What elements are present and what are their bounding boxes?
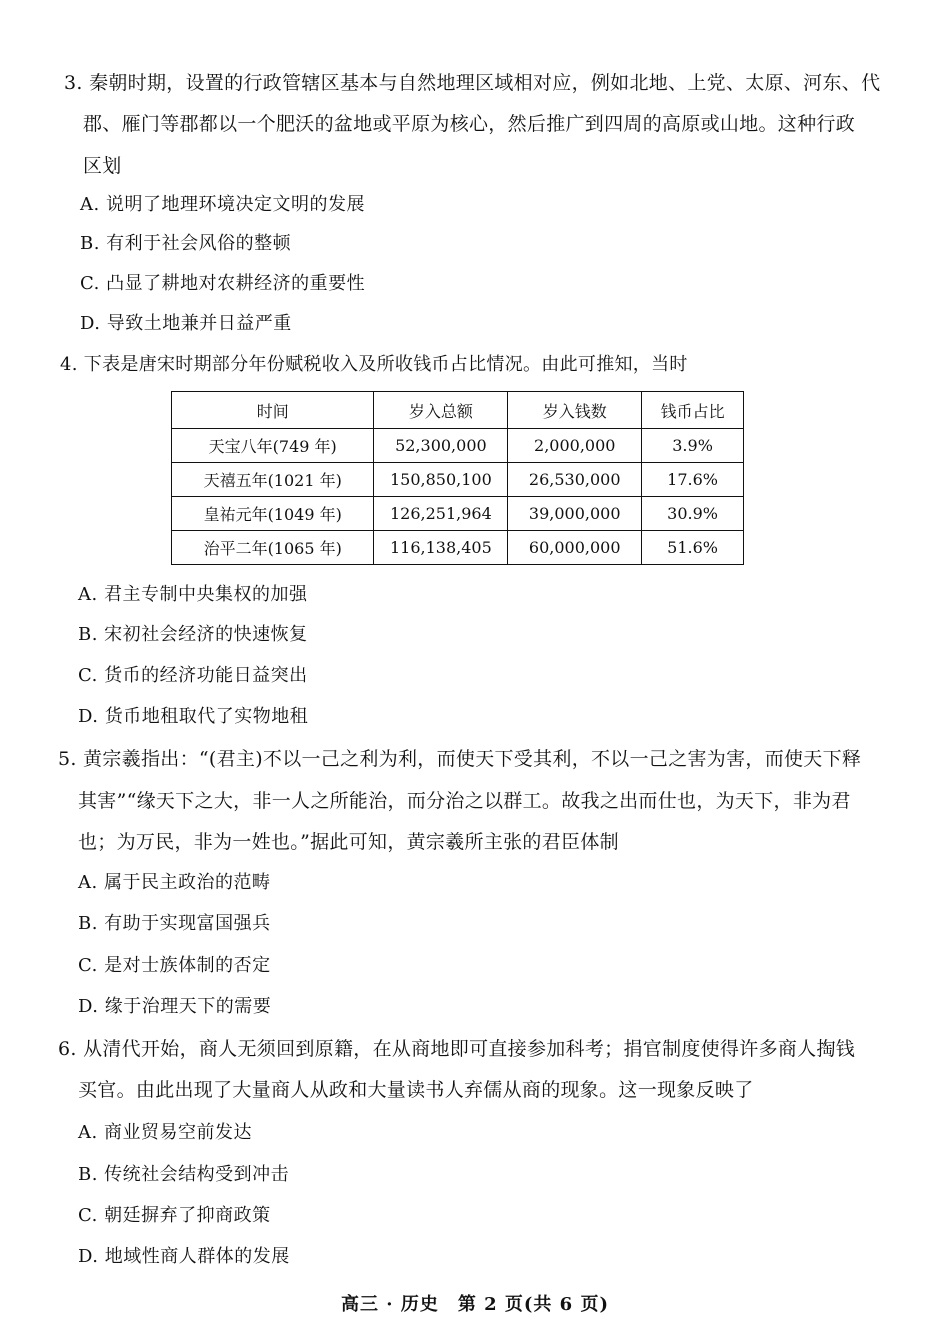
table-row: [172, 497, 744, 531]
table-cell: 皇祐元年(1049 年): [172, 497, 374, 531]
table-header-row: [172, 392, 744, 429]
q5-option-a: A. 属于民主政治的范畴: [78, 872, 271, 893]
table-cell: 17.6%: [642, 463, 744, 497]
q3-stem-line-1: 3. 秦朝时期，设置的行政管辖区基本与自然地理区域相对应，例如北地、上党、太原、河东、代: [64, 72, 881, 94]
q4-option-b: B. 宋初社会经济的快速恢复: [78, 624, 308, 645]
q6-option-b: B. 传统社会结构受到冲击: [78, 1164, 290, 1185]
q4-stem: 4. 下表是唐宋时期部分年份赋税收入及所收钱币占比情况。由此可推知，当时: [60, 354, 688, 375]
q5-stem-line-2: 其害”“缘天下之大，非一人之所能治，而分治之以群工。故我之出而仕也，为天下，非为君: [78, 790, 851, 812]
q3-option-b: B. 有利于社会风俗的整顿: [80, 233, 292, 254]
table-row: [172, 429, 744, 463]
table-header-cell: 钱币占比: [642, 392, 744, 429]
q4-option-d: D. 货币地租取代了实物地租: [78, 706, 309, 727]
q6-option-a: A. 商业贸易空前发达: [78, 1122, 252, 1143]
table-cell: 52,300,000: [374, 429, 508, 463]
q3-option-a: A. 说明了地理环境决定文明的发展: [80, 194, 365, 215]
table-cell: 51.6%: [642, 531, 744, 565]
q5-option-b: B. 有助于实现富国强兵: [78, 913, 271, 934]
table-row: [172, 463, 744, 497]
q6-stem-line-1: 6. 从清代开始，商人无须回到原籍，在从商地即可直接参加科考；捐官制度使得许多商人掏钱: [58, 1038, 856, 1060]
table-header-cell: 岁入总额: [374, 392, 508, 429]
q5-option-d: D. 缘于治理天下的需要: [78, 996, 272, 1017]
q6-option-c: C. 朝廷摒弃了抑商政策: [78, 1205, 271, 1226]
q5-stem-line-1: 5. 黄宗羲指出：“(君主)不以一己之利为利，而使天下受其利，不以一己之害为害，而使天下释: [58, 748, 862, 770]
q5-stem-line-3: 也；为万民，非为一姓也。”据此可知，黄宗羲所主张的君臣体制: [78, 831, 619, 853]
table-cell: 天禧五年(1021 年): [172, 463, 374, 497]
table-header-cell: 岁入钱数: [508, 392, 642, 429]
table-cell: 30.9%: [642, 497, 744, 531]
table-cell: 2,000,000: [508, 429, 642, 463]
q3-option-d: D. 导致土地兼并日益严重: [80, 313, 292, 334]
table-cell: 60,000,000: [508, 531, 642, 565]
table-cell: 3.9%: [642, 429, 744, 463]
table-cell: 116,138,405: [374, 531, 508, 565]
table-cell: 39,000,000: [508, 497, 642, 531]
q5-option-c: C. 是对士族体制的否定: [78, 955, 271, 976]
table-cell: 126,251,964: [374, 497, 508, 531]
table-row: [172, 531, 744, 565]
table-cell: 26,530,000: [508, 463, 642, 497]
q6-option-d: D. 地域性商人群体的发展: [78, 1246, 290, 1267]
tax-revenue-table: [171, 391, 744, 565]
q3-stem-line-2: 郡、雁门等郡都以一个肥沃的盆地或平原为核心，然后推广到四周的高原或山地。这种行政: [83, 113, 856, 135]
q4-option-a: A. 君主专制中央集权的加强: [78, 584, 308, 605]
table-header-cell: 时间: [172, 392, 374, 429]
q3-stem-line-3: 区划: [83, 155, 122, 177]
q4-option-c: C. 货币的经济功能日益突出: [78, 665, 308, 686]
page-footer: 高三 · 历史 第 2 页(共 6 页): [341, 1294, 609, 1315]
table-cell: 治平二年(1065 年): [172, 531, 374, 565]
table-cell: 天宝八年(749 年): [172, 429, 374, 463]
q6-stem-line-2: 买官。由此出现了大量商人从政和大量读书人弃儒从商的现象。这一现象反映了: [78, 1079, 754, 1101]
q3-option-c: C. 凸显了耕地对农耕经济的重要性: [80, 273, 366, 294]
table-cell: 150,850,100: [374, 463, 508, 497]
